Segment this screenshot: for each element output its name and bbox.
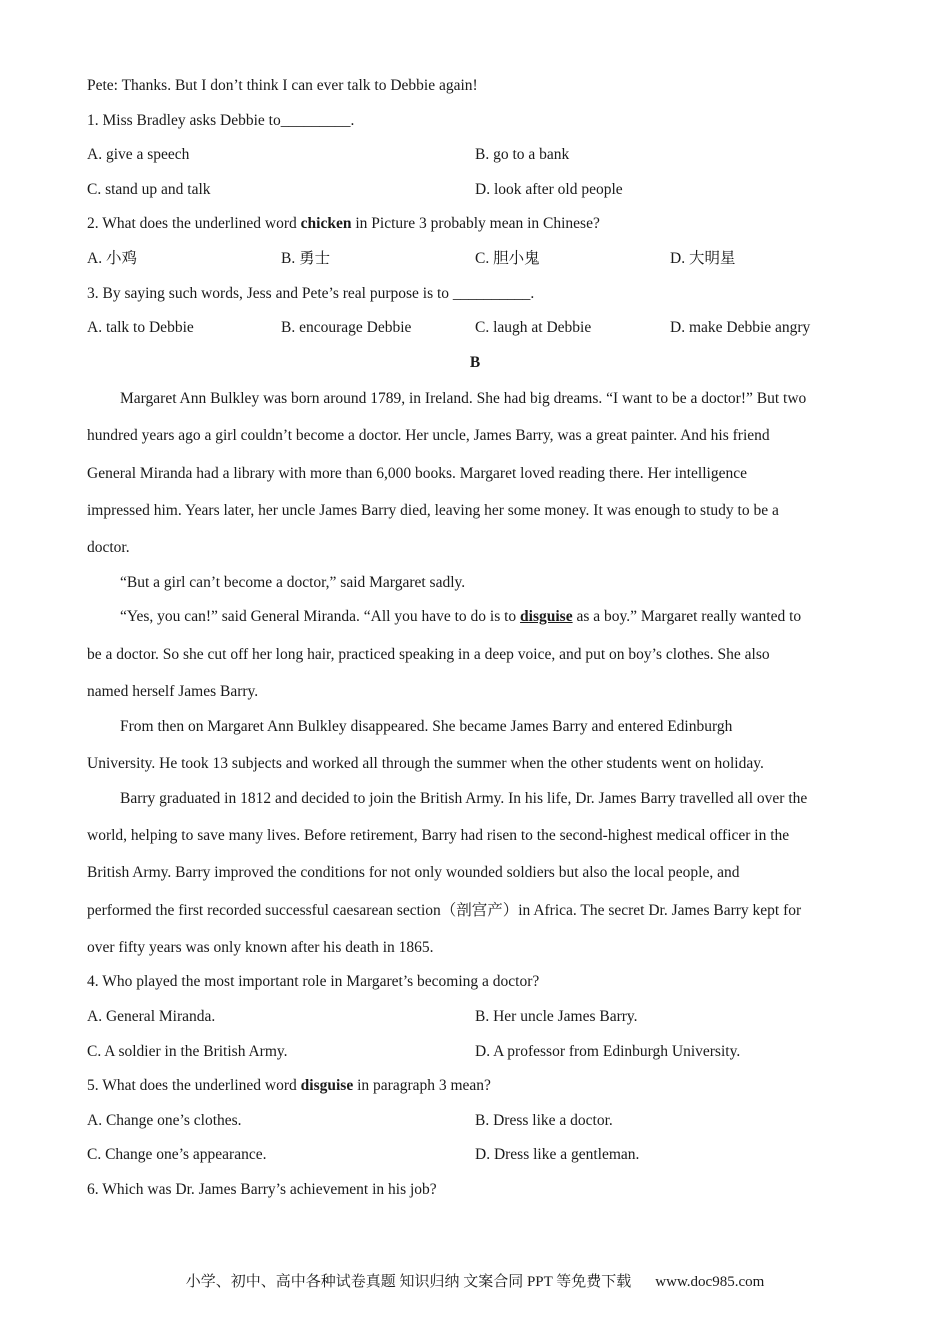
passage-line: impressed him. Years later, her uncle James Barry died, leaving her some money. It was enough to study to be a bbox=[87, 502, 779, 519]
question-6: 6. Which was Dr. James Barry’s achievement in his job? bbox=[87, 1181, 437, 1198]
q2-option-b: B. 勇士 bbox=[281, 250, 331, 267]
passage-line: University. He took 13 subjects and worked all through the summer when the other students went on holiday. bbox=[87, 755, 764, 772]
passage-line: hundred years ago a girl couldn’t become a doctor. Her uncle, James Barry, was a great painter. And his friend bbox=[87, 427, 770, 444]
passage-text-pre: “Yes, you can!” said General Miranda. “All you have to do is to bbox=[120, 608, 521, 625]
q2-option-a: A. 小鸡 bbox=[87, 250, 137, 267]
q2-keyword: chicken bbox=[300, 215, 352, 232]
q4-option-a: A. General Miranda. bbox=[87, 1008, 216, 1025]
passage-line bbox=[120, 607, 801, 627]
q2-option-c: C. 胆小鬼 bbox=[475, 250, 540, 267]
q5-option-c: C. Change one’s appearance. bbox=[87, 1146, 267, 1163]
passage-text-post: as a boy.” Margaret really wanted to bbox=[572, 608, 802, 625]
q3-option-d: D. make Debbie angry bbox=[670, 319, 811, 336]
passage-line: doctor. bbox=[87, 539, 130, 556]
q5-option-b: B. Dress like a doctor. bbox=[475, 1112, 613, 1129]
q4-option-b: B. Her uncle James Barry. bbox=[475, 1008, 638, 1025]
footer-url[interactable]: www.doc985.com bbox=[655, 1274, 765, 1290]
q2-text-post: in Picture 3 probably mean in Chinese? bbox=[351, 215, 600, 232]
question-5 bbox=[87, 1076, 491, 1096]
section-heading: B bbox=[469, 354, 481, 371]
passage-line: be a doctor. So she cut off her long hair, practiced speaking in a deep voice, and put on boy’s clothes. She also bbox=[87, 646, 770, 663]
q3-option-a: A. talk to Debbie bbox=[87, 319, 194, 336]
passage-line: Barry graduated in 1812 and decided to join the British Army. In his life, Dr. James Barry travelled all over the bbox=[120, 790, 808, 807]
passage-line: British Army. Barry improved the conditions for not only wounded soldiers but also the local people, and bbox=[87, 864, 740, 881]
footer-text: 小学、初中、高中各种试卷真题 知识归纳 文案合同 PPT 等免费下载 bbox=[185, 1274, 632, 1290]
passage-line: over fifty years was only known after his death in 1865. bbox=[87, 939, 434, 956]
q5-text-post: in paragraph 3 mean? bbox=[353, 1077, 491, 1094]
q2-option-d: D. 大明星 bbox=[670, 250, 736, 267]
q5-keyword: disguise bbox=[300, 1077, 354, 1094]
passage-line: world, helping to save many lives. Before retirement, Barry had risen to the second-highest medical officer in the bbox=[87, 827, 790, 844]
q4-option-d: D. A professor from Edinburgh University. bbox=[475, 1043, 741, 1060]
passage-line: named herself James Barry. bbox=[87, 683, 259, 700]
underlined-keyword: disguise bbox=[520, 608, 573, 625]
passage-line: From then on Margaret Ann Bulkley disappeared. She became James Barry and entered Edinburgh bbox=[120, 718, 733, 735]
q5-option-d: D. Dress like a gentleman. bbox=[475, 1146, 640, 1163]
q3-option-b: B. encourage Debbie bbox=[281, 319, 412, 336]
dialogue-line: Pete: Thanks. But I don’t think I can ever talk to Debbie again! bbox=[87, 77, 478, 94]
q2-text-pre: 2. What does the underlined word bbox=[87, 215, 301, 232]
question-3: 3. By saying such words, Jess and Pete’s real purpose is to __________. bbox=[87, 285, 535, 302]
q4-option-c: C. A soldier in the British Army. bbox=[87, 1043, 288, 1060]
passage-line: Margaret Ann Bulkley was born around 1789, in Ireland. She had big dreams. “I want to be a doctor!” But two bbox=[120, 390, 807, 407]
question-4: 4. Who played the most important role in Margaret’s becoming a doctor? bbox=[87, 973, 540, 990]
page-footer bbox=[0, 1270, 950, 1291]
q1-option-b: B. go to a bank bbox=[475, 146, 570, 163]
passage-line: General Miranda had a library with more than 6,000 books. Margaret loved reading there. Her intelligence bbox=[87, 465, 747, 482]
question-1: 1. Miss Bradley asks Debbie to_________. bbox=[87, 112, 355, 129]
passage-line: performed the first recorded successful caesarean section（剖宫产）in Africa. The secret Dr. James Barry kept for bbox=[87, 902, 802, 919]
q1-option-c: C. stand up and talk bbox=[87, 181, 211, 198]
q5-text-pre: 5. What does the underlined word bbox=[87, 1077, 301, 1094]
q3-option-c: C. laugh at Debbie bbox=[475, 319, 592, 336]
q5-option-a: A. Change one’s clothes. bbox=[87, 1112, 242, 1129]
q1-option-d: D. look after old people bbox=[475, 181, 623, 198]
passage-line: “But a girl can’t become a doctor,” said Margaret sadly. bbox=[120, 574, 466, 591]
question-2 bbox=[87, 214, 600, 234]
q1-option-a: A. give a speech bbox=[87, 146, 190, 163]
